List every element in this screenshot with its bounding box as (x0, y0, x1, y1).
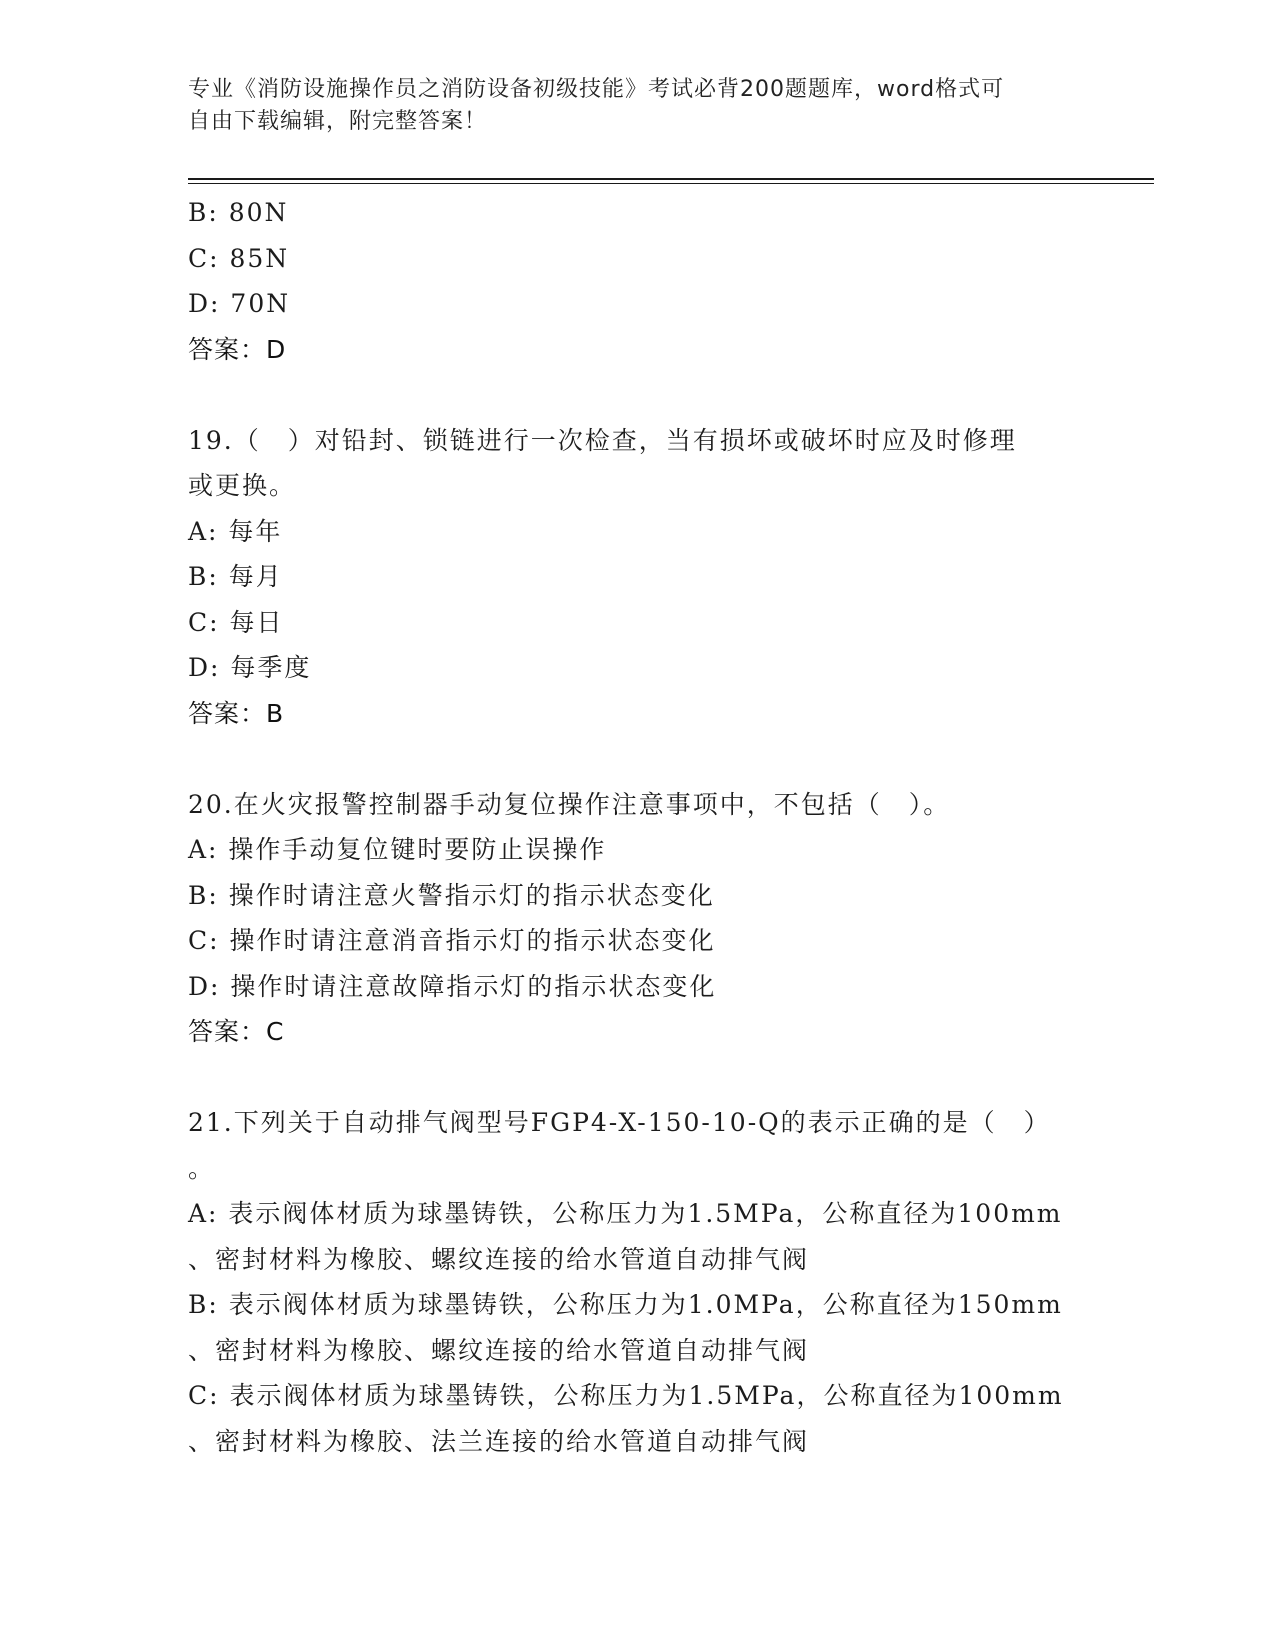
q21-option-b-line-1: B: 表示阀体材质为球墨铸铁，公称压力为1.0MPa，公称直径为150mm (188, 1290, 1063, 1319)
q21-stem-line-1: 21.下列关于自动排气阀型号FGP4-X-150-10-Q的表示正确的是（ ） (188, 1108, 1051, 1137)
q20-option-d: D: 操作时请注意故障指示灯的指示状态变化 (188, 971, 717, 1001)
q20-option-c: C: 操作时请注意消音指示灯的指示状态变化 (188, 926, 716, 955)
q18-option-d: D: 70N (188, 289, 291, 318)
q21-option-c-line-2: 、密封材料为橡胶、法兰连接的给水管道自动排气阀 (188, 1426, 810, 1456)
q19-option-d: D: 每季度 (188, 653, 312, 682)
q18-answer: 答案：D (188, 334, 287, 364)
q19-stem-line-2: 或更换。 (188, 471, 297, 500)
spacer (188, 372, 1088, 418)
question-content (188, 190, 1088, 1464)
q21-option-a-line-2: 、密封材料为橡胶、螺纹连接的给水管道自动排气阀 (188, 1244, 810, 1274)
q20-option-b: B: 操作时请注意火警指示灯的指示状态变化 (188, 880, 715, 910)
header-line-2: 自由下载编辑，附完整答案！ (188, 109, 488, 134)
q19-option-b: B: 每月 (188, 562, 283, 591)
header-line-1: 专业《消防设施操作员之消防设备初级技能》考试必背200题题库，word格式可 (188, 77, 1005, 102)
q19-option-a: A: 每年 (188, 516, 283, 546)
q20-answer: 答案：C (188, 1017, 285, 1046)
q21-option-c-line-1: C: 表示阀体材质为球墨铸铁，公称压力为1.5MPa，公称直径为100mm (188, 1381, 1064, 1410)
q18-option-c: C: 85N (188, 243, 290, 273)
question-20 (188, 782, 1088, 1055)
q21-option-b-line-2: 、密封材料为橡胶、螺纹连接的给水管道自动排气阀 (188, 1335, 810, 1365)
q21-stem-line-2: 。 (188, 1153, 216, 1183)
q19-stem-line-1: 19.（ ）对铅封、锁链进行一次检查，当有损坏或破坏时应及时修理 (188, 425, 1017, 455)
document-header (188, 74, 1068, 138)
q20-stem-line-1: 20.在火灾报警控制器手动复位操作注意事项中，不包括（ ）。 (188, 789, 951, 819)
q21-option-a-line-1: A: 表示阀体材质为球墨铸铁，公称压力为1.5MPa，公称直径为100mm (188, 1199, 1063, 1228)
question-21 (188, 1100, 1088, 1464)
question-18 (188, 190, 1088, 372)
spacer (188, 736, 1088, 782)
question-19 (188, 418, 1088, 737)
q18-option-b: B: 80N (188, 198, 289, 227)
q19-option-c: C: 每日 (188, 607, 284, 637)
spacer (188, 1055, 1088, 1101)
q20-option-a: A: 操作手动复位键时要防止误操作 (188, 835, 607, 864)
header-divider-thin (188, 183, 1154, 184)
q19-answer: 答案：B (188, 698, 285, 728)
header-divider-thick (188, 178, 1154, 180)
